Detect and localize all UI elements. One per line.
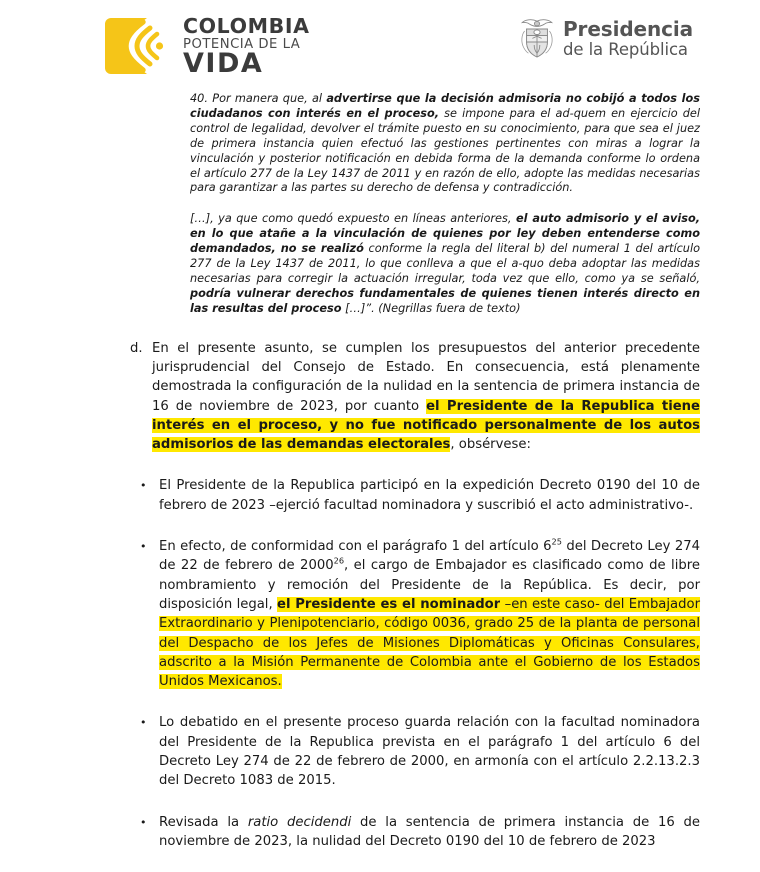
- bullet-4-italic-term: ratio decidendi: [247, 814, 352, 830]
- bullet-4-body: [159, 813, 700, 852]
- presidencia-logo-line2: de la República: [563, 39, 688, 59]
- item-d-seg1: En el presente asunto, se cumplen los presupuestos del anterior precedente jurisprudencial del Consejo de Estado. En consecuencia, está plenamente demostrada la configuración de la nulidad en la sentencia de primera instancia de 16 de noviembre de 2023, por cuanto: [152, 340, 700, 414]
- bullet-2-bold-text: el Presidente es el nominador: [277, 596, 501, 612]
- colombia-logo-line3: VIDA: [183, 47, 264, 79]
- bullet-2-seg-0: En efecto, de conformidad con el parágrafo 1 del artículo 6: [159, 539, 552, 555]
- colombia-logo-line1: COLOMBIA: [183, 14, 310, 38]
- presidencia-logo-line1: Presidencia: [563, 17, 694, 42]
- item-d-highlight-bold: el Presidente de la Republica tiene interés en el proceso, y no fue notificado personalmente de los autos admisorios de las demandas electorales: [152, 398, 701, 453]
- list-item: [140, 713, 700, 790]
- bullet-2-body: [159, 537, 700, 691]
- bullet-icon: •: [140, 815, 147, 829]
- bullet-3-seg-0: Lo debatido en el presente proceso guarda relación con la facultad nominadora del Presidente de la Republica prevista en el parágrafo 1 del artículo 6 del Decreto Ley 274 de 22 de febrero de 2000, en armonía con el artículo 2.2.13.2.3 del Decreto 1083 de 2015.: [159, 715, 700, 789]
- quote-paragraph-2: [190, 212, 700, 316]
- quote-p2-seg3: conforme la regla del literal b) del numeral 1 del artículo 277 de la Ley 1437 de 2011, lo que conlleva a que el a-quo deba adoptar las medidas necesarias para corregir la actuación irregular, toda vez que ello, como ya se señaló,: [190, 242, 700, 285]
- document-body: [0, 92, 760, 851]
- colombia-logo-wordmark: [183, 16, 310, 77]
- presidencia-logo-wordmark: [563, 19, 693, 58]
- item-d-seg3: , obsérvese:: [450, 437, 531, 453]
- bullet-list: [0, 476, 760, 851]
- quoted-excerpt: [190, 92, 700, 317]
- list-item: [140, 476, 700, 515]
- bullet-4-seg-2: de la sentencia de primera instancia de 16 de noviembre de 2023, la nulidad del Decreto 0190 del 10 de febrero de 2023: [159, 814, 701, 849]
- quote-p1-seg1: 40. Por manera que, al: [190, 92, 327, 105]
- colombia-coat-of-arms-icon: [518, 18, 556, 60]
- bullet-2-highlight: –en este caso- del Embajador Extraordinario y Plenipotenciario, código 0036, grado 25 de la planta de personal del Despacho de los Jefes de Misiones Diplomáticas y Oficinas Consulares, adscrito a la Misión Permanente de Colombia ante el Gobierno de los Estados Unidos Mexicanos.: [159, 596, 700, 690]
- quote-p2-seg5: […]”. (Negrillas fuera de texto): [341, 301, 521, 315]
- item-d-body: [152, 339, 700, 455]
- bullet-icon: •: [140, 479, 147, 493]
- quote-p1-seg2-bold: advertirse que la decisión admisoria no cobijó a todos los ciudadanos con interés en el proceso,: [190, 92, 700, 120]
- bullet-2-seg-4: , el cargo de Embajador es clasificado como de libre nombramiento y remoción del Presidente de la República. Es decir, por disposición legal,: [159, 558, 700, 612]
- quote-p2-seg1: […], ya que como quedó expuesto en líneas anteriores,: [190, 212, 516, 226]
- bullet-icon: •: [140, 716, 147, 730]
- bullet-2-seg-2: del Decreto Ley 274 de 22 de febrero de 2000: [159, 539, 700, 574]
- quote-p1-seg3: se impone para el ad-quem en ejercicio del control de legalidad, devolver el trámite puesto en su conocimiento, para que sea el juez de primera instancia quien efectuó las gestiones pertinentes con miras a lograr la vinculación y posterior notificación en debida forma de la demanda conforme lo ordena el artículo 277 de la Ley 1437 de 2011 y en razón de ello, adopte las medidas necesarias para garantizar a las partes su derecho de defensa y contradicción.: [190, 106, 700, 195]
- presidencia-logo: [518, 18, 693, 60]
- quote-p2-seg4-bold: podría vulnerar derechos fundamentales de quienes tienen interés directo en las resultas del proceso: [190, 286, 700, 315]
- bullet-3-body: [159, 713, 700, 790]
- bullet-1-body: [159, 476, 700, 515]
- item-d-paragraph: [130, 339, 700, 455]
- colombia-logo-line2: POTENCIA DE LA: [183, 36, 301, 52]
- bullet-2-highlight-bold: [277, 597, 500, 612]
- list-item: [140, 813, 700, 852]
- page-header: [0, 0, 760, 92]
- colombia-logo: [103, 16, 310, 77]
- bullet-4-seg-0: Revisada la: [159, 814, 248, 830]
- quote-paragraph-40: [190, 92, 700, 196]
- quote-p2-seg2-bold: el auto admisorio y el aviso, en lo que atañe a la vinculación de quienes por ley deben entenderse como demandados, no se realizó: [190, 212, 700, 256]
- colombia-potencia-de-la-vida-mark: [103, 16, 175, 76]
- footnote-ref-26[interactable]: 26: [333, 555, 345, 566]
- list-item: [140, 537, 700, 691]
- bullet-1-seg-0: El Presidente de la Republica participó en la expedición Decreto 0190 del 10 de febrero de 2023 –ejerció facultad nominadora y suscribió el acto administrativo-.: [159, 478, 700, 513]
- item-d-marker: d.: [130, 340, 143, 356]
- footnote-ref-25[interactable]: 25: [551, 536, 562, 547]
- bullet-icon: •: [140, 540, 147, 554]
